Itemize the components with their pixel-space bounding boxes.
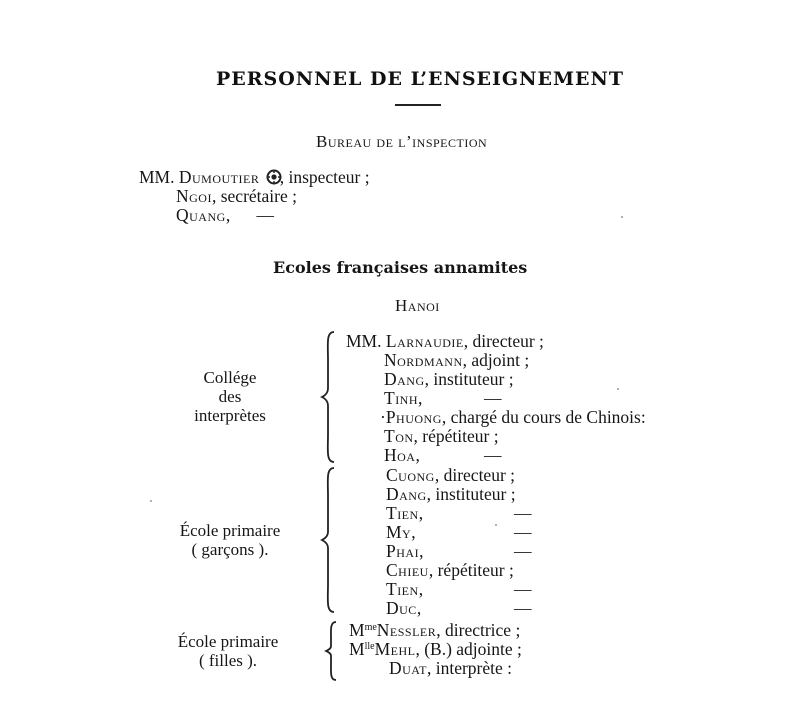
person-name: Hoa — [384, 445, 416, 465]
garcons-line-3 — [386, 503, 423, 524]
bureau-title: Bureau de l’inspection — [316, 132, 488, 151]
line-text: , répétiteur ; — [413, 426, 499, 446]
line-text: , — [411, 522, 416, 542]
college-line-4 — [384, 388, 422, 409]
line-text: , directeur ; — [434, 465, 516, 485]
line-title: M — [349, 639, 365, 659]
garcons-dash-5: — — [514, 541, 532, 561]
garcons-line-2 — [386, 484, 516, 505]
college-line-1 — [346, 331, 544, 352]
line-text: , répétiteur ; — [428, 560, 514, 580]
person-name: Nessler — [376, 620, 437, 640]
person-name: Ton — [384, 426, 414, 446]
scan-speck — [495, 524, 497, 526]
scan-speck — [621, 216, 623, 218]
college-dash-4: — — [484, 388, 502, 408]
garcons-line-8 — [386, 598, 421, 619]
person-name: Ngoi — [176, 186, 212, 206]
line-text: , instituteur ; — [424, 369, 514, 389]
line-text: , (B.) adjointe ; — [415, 639, 522, 659]
ecoles-title: Ecoles françaises annamites — [273, 258, 528, 277]
person-name: Chieu — [386, 560, 429, 580]
ecole-filles-label — [158, 632, 298, 670]
bureau-line-2 — [176, 186, 297, 207]
person-name: Cuong — [386, 465, 435, 485]
page-heading: PERSONNEL DE L’ENSEIGNEMENT — [215, 68, 625, 90]
scan-speck — [617, 388, 619, 390]
garcons-dash-3: — — [514, 503, 532, 523]
college-dash-7: — — [484, 445, 502, 465]
line-prefix: MM. — [139, 167, 179, 187]
person-name: Duat — [389, 658, 427, 678]
person-name: Dang — [386, 484, 427, 504]
college-line-3 — [384, 369, 514, 390]
filles-line-2 — [349, 639, 522, 660]
college-label — [170, 368, 290, 425]
filles-line-1 — [349, 620, 520, 641]
person-name: Tien — [386, 579, 419, 599]
college-line-6 — [384, 426, 499, 447]
person-name: Larnaudie — [385, 331, 464, 351]
person-name: Dang — [384, 369, 425, 389]
person-name: Duc — [386, 598, 417, 618]
garcons-line-5 — [386, 541, 423, 562]
bureau-line-1 — [139, 167, 370, 188]
line-text: , directeur ; — [463, 331, 544, 351]
label-line: ( filles ). — [198, 651, 258, 670]
line-text: , chargé du cours de Chinois: — [441, 407, 646, 427]
person-name: Nordmann — [384, 350, 463, 370]
garcons-line-6 — [386, 560, 514, 581]
heading-rule — [395, 104, 441, 106]
college-brace — [322, 330, 338, 464]
person-name: Dumoutier — [178, 167, 260, 187]
garcons-line-1 — [386, 465, 515, 486]
garcons-line-4 — [386, 522, 416, 543]
line-title: M — [349, 620, 365, 640]
label-line: des — [218, 387, 242, 406]
label-line: École primaire — [179, 521, 281, 540]
scan-speck — [150, 500, 152, 502]
college-line-2 — [384, 350, 529, 371]
garcons-dash-4: — — [514, 522, 532, 542]
line-text: , — [419, 541, 424, 561]
filles-line-3 — [389, 658, 512, 679]
person-name: Phuong — [385, 407, 442, 427]
line-prefix: · — [380, 407, 386, 427]
title-superscript: lle — [364, 641, 375, 652]
line-text: , secrétaire ; — [211, 186, 297, 206]
person-name: Tien — [386, 503, 419, 523]
line-text: , interprète : — [426, 658, 513, 678]
label-line: interprètes — [194, 406, 266, 425]
line-text: , — [418, 388, 423, 408]
garcons-dash-8: — — [514, 598, 532, 618]
line-text: , directrice ; — [436, 620, 521, 640]
person-name: My — [386, 522, 412, 542]
line-text: , — — [225, 205, 274, 225]
person-name: Tinh — [384, 388, 419, 408]
title-superscript: me — [364, 622, 377, 633]
ecole-garcons-brace — [322, 466, 338, 614]
person-name: Mehl — [374, 639, 416, 659]
line-text: , — [418, 503, 424, 523]
ecole-garcons-label — [165, 521, 295, 559]
ecole-filles-brace — [326, 620, 340, 682]
line-text: , — [415, 445, 420, 465]
line-text: , — [416, 598, 422, 618]
label-line: École primaire — [177, 632, 279, 651]
label-line: ( garçons ). — [191, 540, 269, 559]
college-line-5 — [380, 407, 646, 428]
line-prefix: MM. — [346, 331, 386, 351]
city-title: Hanoi — [395, 296, 440, 315]
person-name: Phai — [386, 541, 420, 561]
line-text: , — [418, 579, 424, 599]
garcons-dash-7: — — [514, 579, 532, 599]
line-text: , adjoint ; — [462, 350, 530, 370]
garcons-line-7 — [386, 579, 423, 600]
college-line-7 — [384, 445, 420, 466]
person-name: Quang — [176, 205, 226, 225]
line-text: , instituteur ; — [426, 484, 516, 504]
label-line: Collége — [203, 368, 257, 387]
line-text: , inspecteur ; — [279, 167, 370, 187]
bureau-line-3 — [176, 205, 274, 226]
